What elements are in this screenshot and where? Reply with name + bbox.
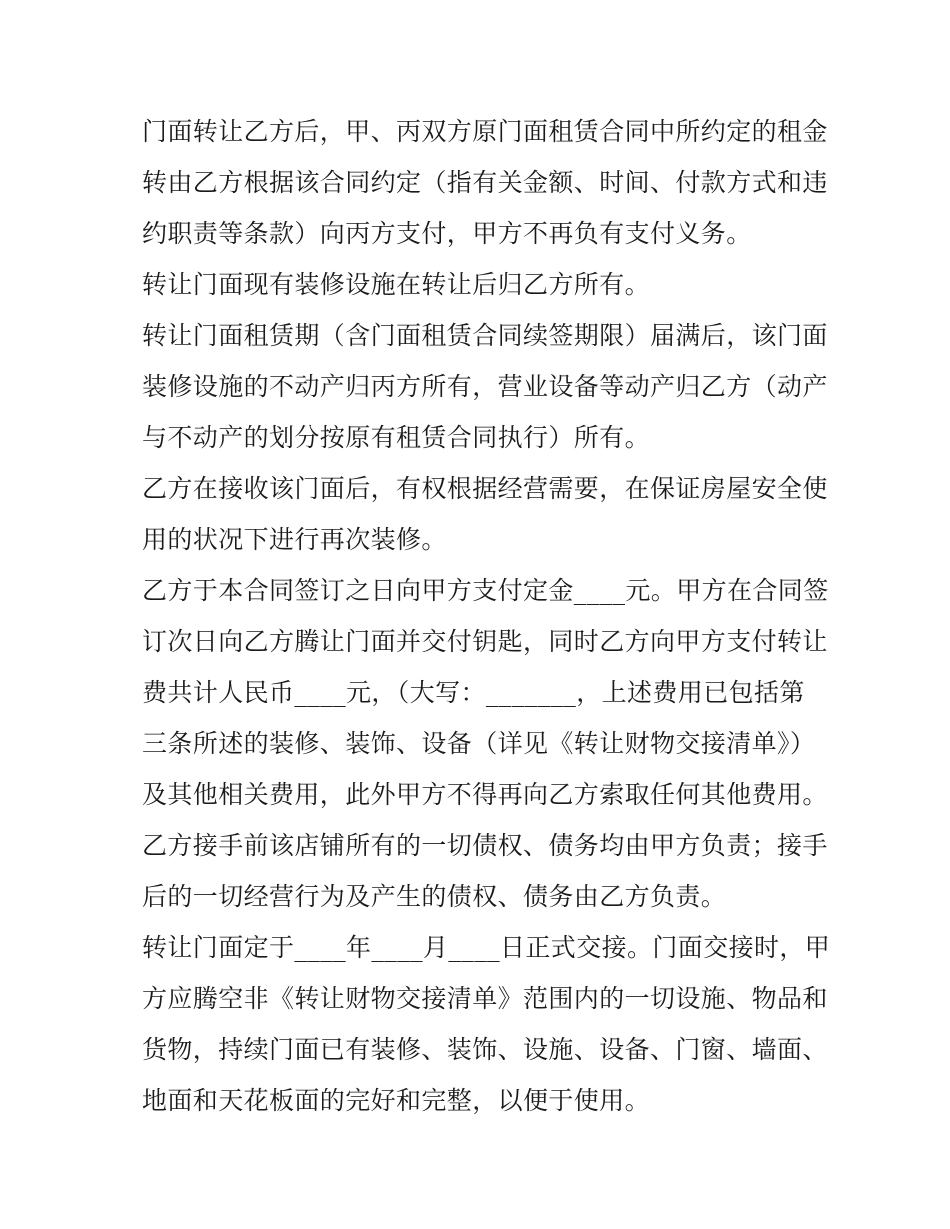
paragraph-handover [142, 922, 831, 1126]
text-line: 乙方在接收该门面后，有权根据经营需要，在保证房屋安全使 [142, 474, 828, 503]
text-line: 装修设施的不动产归丙方所有，营业设备等动产归乙方（动产 [142, 372, 828, 401]
text-line: 转让门面定于____年____月____日正式交接。门面交接时，甲 [142, 933, 831, 962]
paragraph-debts [142, 820, 828, 922]
text-line: 后的一切经营行为及产生的债权、债务由乙方负责。 [142, 882, 727, 911]
text-line: 转让门面租赁期（含门面租赁合同续签期限）届满后，该门面 [142, 321, 828, 350]
text-line: 及其他相关费用，此外甲方不得再向乙方索取任何其他费用。 [142, 780, 828, 809]
text-line: 费共计人民币____元，（大写：_______，上述费用已包括第 [142, 678, 805, 707]
text-line: 货物，持续门面已有装修、装饰、设施、设备、门窗、墙面、 [142, 1035, 828, 1064]
paragraph-payment [142, 565, 829, 820]
paragraph-lease-expiry [142, 310, 828, 463]
text-line: 乙方于本合同签订之日向甲方支付定金____元。甲方在合同签 [142, 576, 829, 605]
text-line: 乙方接手前该店铺所有的一切债权、债务均由甲方负责；接手 [142, 831, 828, 860]
text-line: 方应腾空非《转让财物交接清单》范围内的一切设施、物品和 [142, 984, 828, 1013]
text-line: 转让门面现有装修设施在转让后归乙方所有。 [142, 270, 651, 299]
document-body [142, 106, 831, 1126]
text-line: 用的状况下进行再次装修。 [142, 525, 447, 554]
text-line: 约职责等条款）向丙方支付，甲方不再负有支付义务。 [142, 219, 752, 248]
text-line: 与不动产的划分按原有租赁合同执行）所有。 [142, 423, 651, 452]
paragraph-decoration-ownership [142, 259, 822, 310]
paragraph-rent-transfer [142, 106, 828, 259]
paragraph-renovation-right [142, 463, 828, 565]
text-line: 三条所述的装修、装饰、设备（详见《转让财物交接清单》） [142, 729, 816, 758]
text-line: 转由乙方根据该合同约定（指有关金额、时间、付款方式和违 [142, 168, 828, 197]
text-line: 门面转让乙方后，甲、丙双方原门面租赁合同中所约定的租金 [142, 117, 828, 146]
text-line: 地面和天花板面的完好和完整，以便于使用。 [142, 1086, 651, 1115]
text-line: 订次日向乙方腾让门面并交付钥匙，同时乙方向甲方支付转让 [142, 627, 828, 656]
